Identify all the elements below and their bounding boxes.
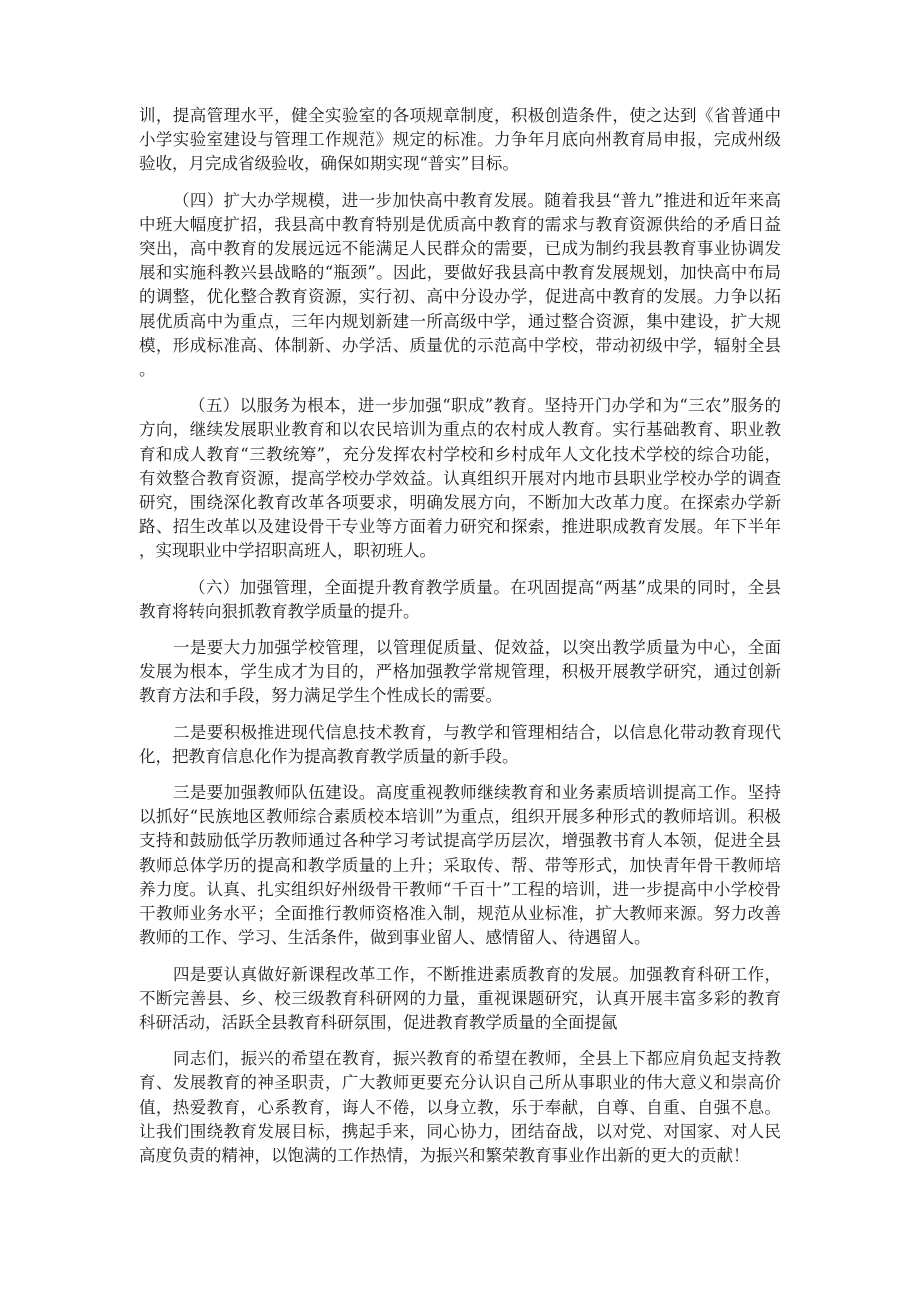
paragraph-continuation: 训，提高管理水平，健全实验室的各项规章制度，积极创造条件，使之达到《省普通中小学实验室建设与管理工作规范》规定的标准。力争年月底向州教育局申报，完成州级验收，月完成省级验收，确保如期实现“普实”目标。 (139, 106, 781, 174)
paragraph-closing: 同志们，振兴的希望在教育，振兴教育的希望在教师，全县上下都应肩负起支持教育、发展教育的神圣职责，广大教师更要充分认识自己所从事职业的伟大意义和崇高价值，热爱教育，心系教育，诲人不倦，以身立教，乐于奉献，自尊、自重、自强不息。让我们围绕教育发展目标，携起手来，同心协力，团结奋战，以对党、对国家、对人民高度负责的精神，以饱满的工作热情，为振兴和繁荣教育事业作出新的更大的贡献！ (139, 1049, 781, 1165)
paragraph-section-4: （四）扩大办学规模，进一步加快高中教育发展。随着我县“普九”推进和近年来高中班大幅度扩招，我县高中教育特别是优质高中教育的需求与教育资源供给的矛盾日益突出，高中教育的发展远远不能满足人民群众的需要，已成为制约我县教育事业协调发展和实施科教兴县战略的“瓶颈”。因此，要做好我县高中教育发展规划，加快高中布局的调整，优化整合教育资源，实行初、高中分设办学，促进高中教育的发展。力争以拓展优质高中为重点，三年内规划新建一所高级中学，通过整合资源，集中建设，扩大规模，形成标准高、体制新、办学活、质量优的示范高中学校，带动初级中学，辐射全县。 (139, 190, 781, 380)
paragraph-point-1: 一是要大力加强学校管理，以管理促质量、促效益，以突出教学质量为中心，全面发展为根本，学生成才为目的，严格加强教学常规管理，积极开展教学研究，通过创新教育方法和手段，努力满足学生个性成长的需要。 (139, 638, 781, 706)
paragraph-point-3: 三是要加强教师队伍建设。高度重视教师继续教育和业务素质培训提高工作。坚持以抓好“民族地区教师综合素质校本培训”为重点，组织开展多种形式的教师培训。积极支持和鼓励低学历教师通过各种学习考试提高学历层次，增强教书育人本领，促进全县教师总体学历的提高和教学质量的上升；采取传、帮、带等形式，加快青年骨干教师培养力度。认真、扎实组织好州级骨干教师“千百十”工程的培训，进一步提高中小学校骨干教师业务水平；全面推行教师资格准入制，规范从业标准，扩大教师来源。努力改善教师的工作、学习、生活条件，做到事业留人、感情留人、待遇留人。 (139, 783, 781, 948)
paragraph-section-5: （五）以服务为根本，进一步加强“职成”教育。坚持开门办学和为“三农”服务的方向，继续发展职业教育和以农民培训为重点的农村成人教育。实行基础教育、职业教育和成人教育“三教统筹”，充分发挥农村学校和乡村成年人文化技术学校的综合功能，有效整合教育资源，提高学校办学效益。认真组织开展对内地市县职业学校办学的调查研究，围绕深化教育改革各项要求，明确发展方向，不断加大改革力度。在探索办学新路、招生改革以及建设骨干专业等方面着力研究和探索，推进职成教育发展。年下半年，实现职业中学招职高班人，职初班人。 (139, 396, 781, 561)
paragraph-section-6: （六）加强管理，全面提升教育教学质量。在巩固提高“两基”成果的同时，全县教育将转向狠抓教育教学质量的提升。 (139, 577, 781, 621)
document-body (139, 104, 781, 1180)
paragraph-point-2: 二是要积极推进现代信息技术教育，与教学和管理相结合，以信息化带动教育现代化，把教育信息化作为提高教育教学质量的新手段。 (139, 722, 781, 766)
paragraph-point-4: 四是要认真做好新课程改革工作，不断推进素质教育的发展。加强教育科研工作，不断完善县、乡、校三级教育科研网的力量，重视课题研究，认真开展丰富多彩的教育科研活动，活跃全县教育科研氛围，促进教育教学质量的全面提氤 (139, 964, 781, 1032)
